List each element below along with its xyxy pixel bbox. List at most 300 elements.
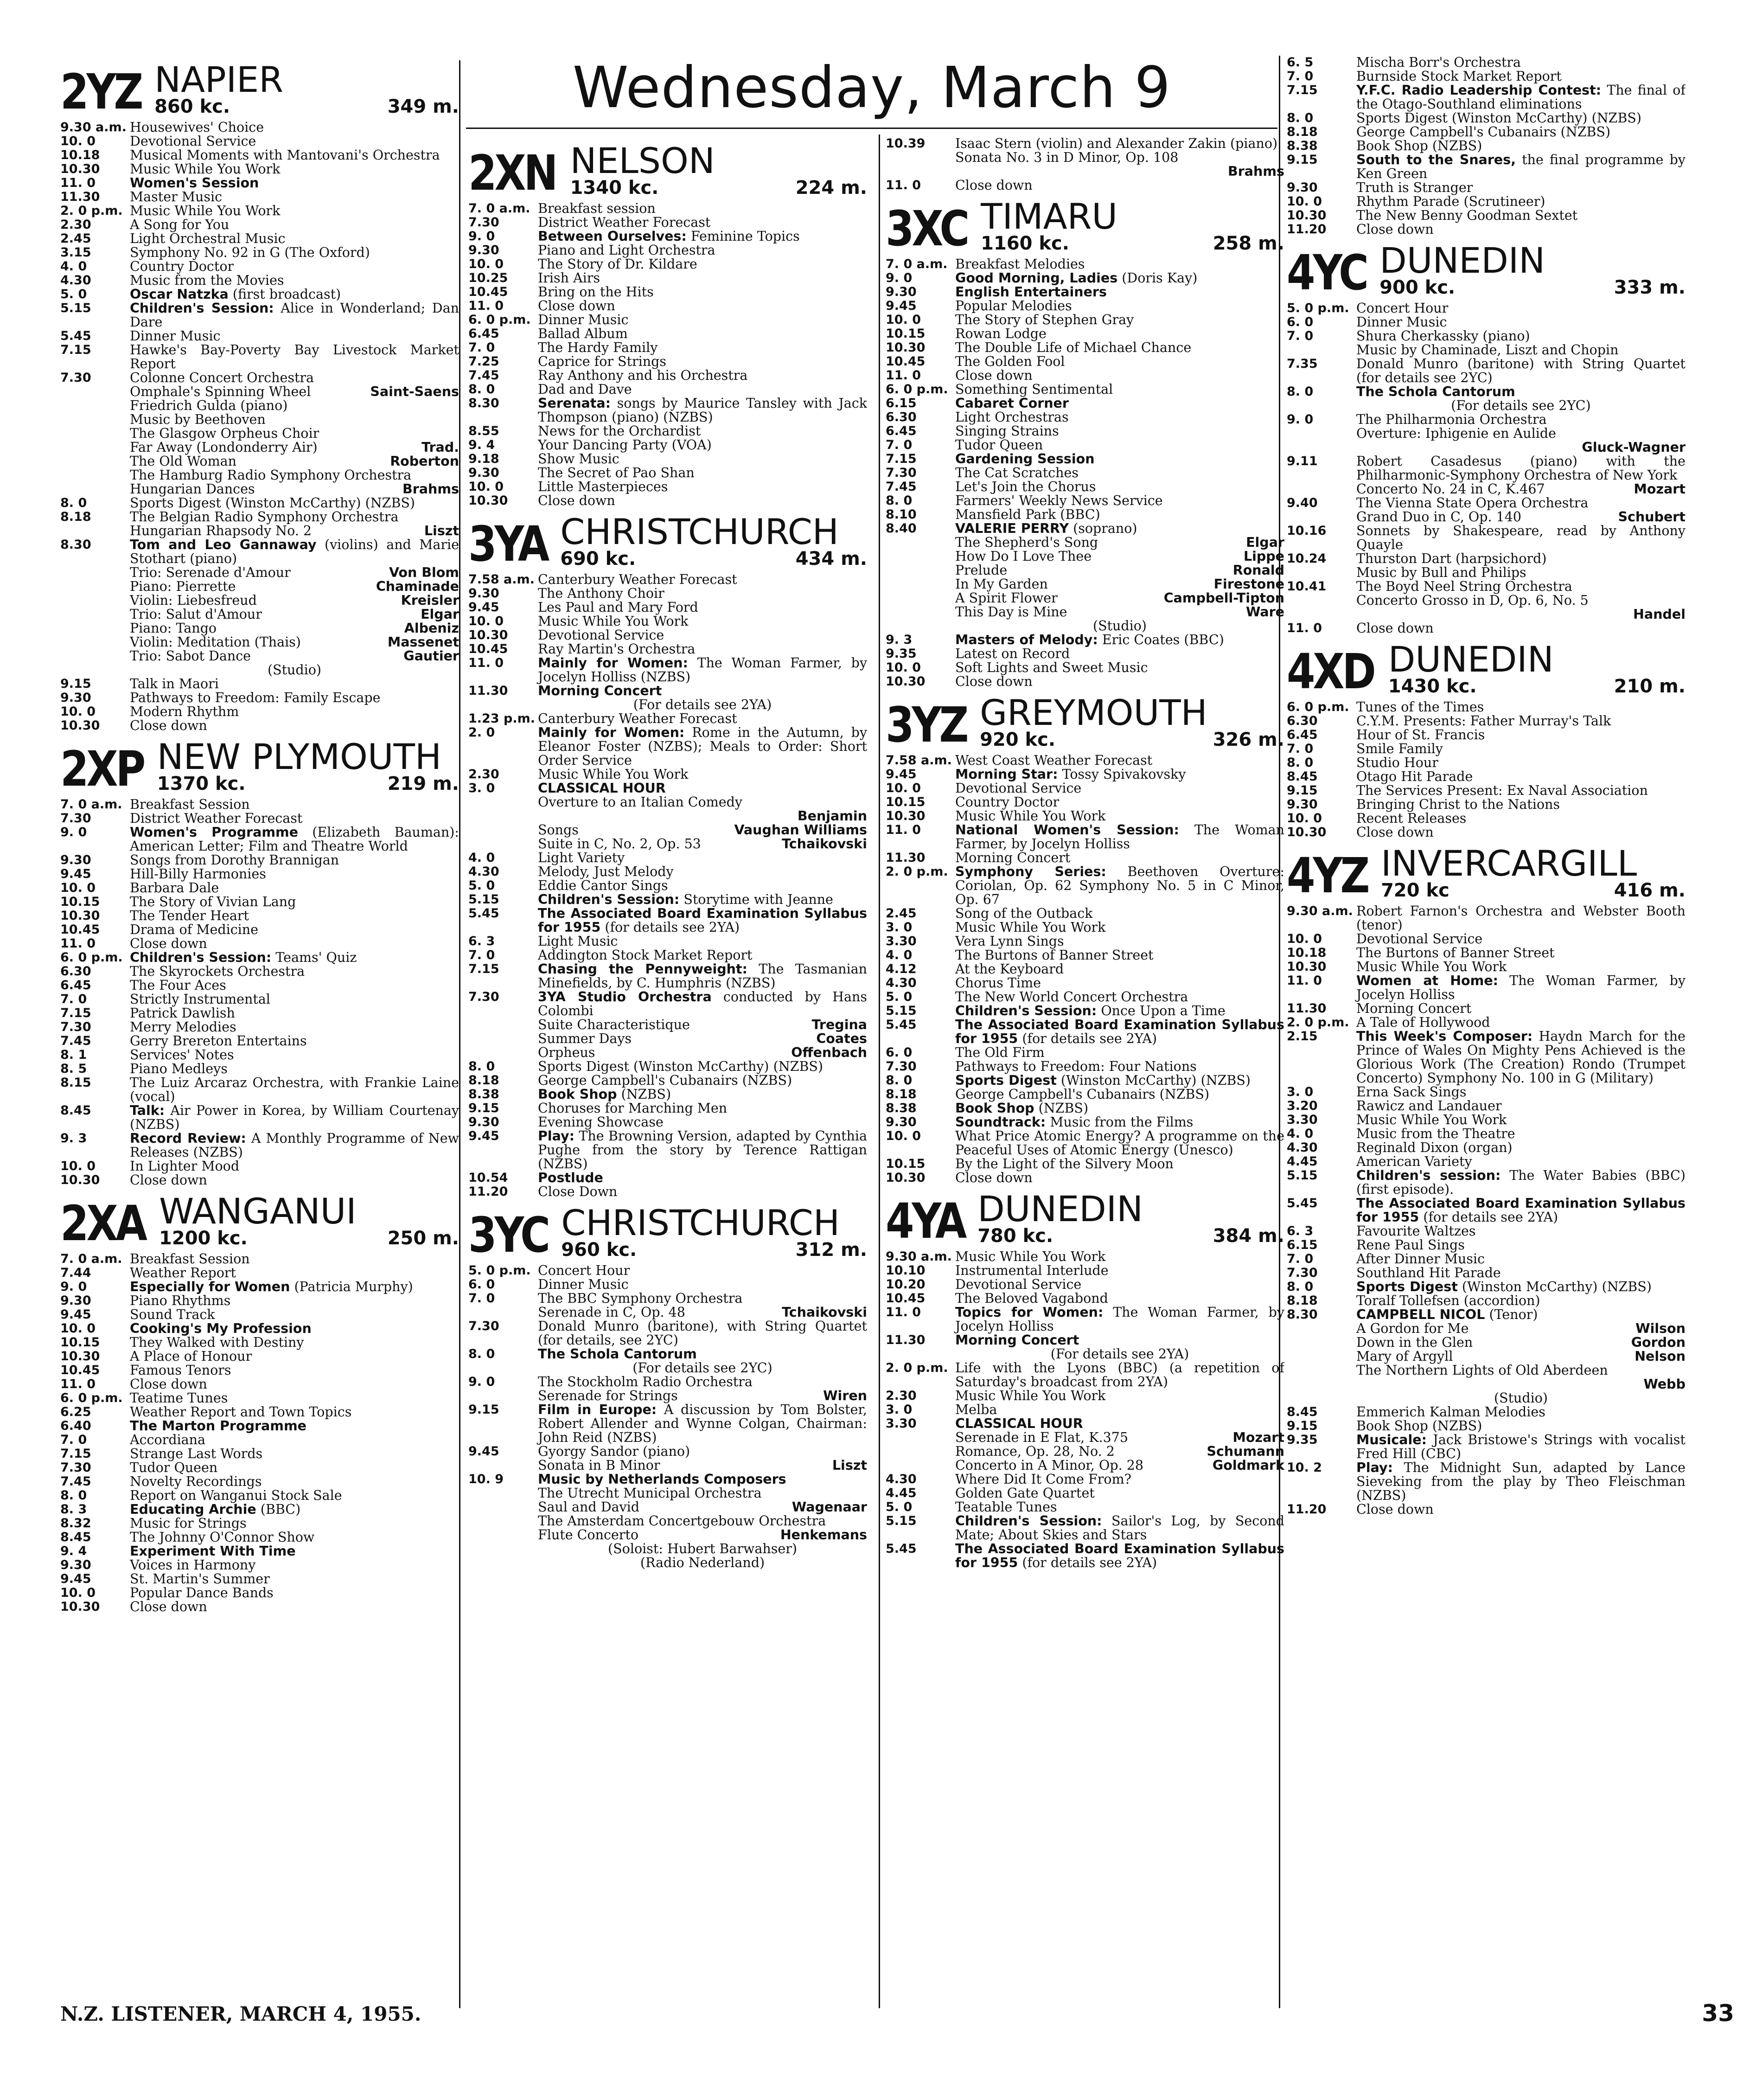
programme-title [538,480,867,494]
programme-row [1287,1405,1685,1419]
programme-text: Canterbury Weather Forecast [538,711,737,726]
programme-text: Voices in Harmony [130,1557,256,1573]
programme-time: 8. 0 [468,382,495,397]
programme-text: Music for Strings [130,1516,247,1531]
programme-text: Choruses for Marching Men [538,1101,728,1116]
programme-row [60,1322,459,1336]
programme-text: The Luiz Arcaraz Orchestra, with Frankie Laine (vocal) [130,1075,459,1104]
programme-row [60,1294,459,1308]
programme-row [60,218,459,232]
programme-time: 8.45 [60,1103,91,1118]
programme-title [955,1060,1284,1074]
programme-time: 8.18 [60,510,91,524]
programme-title [1356,1085,1685,1099]
programme-time: 4.45 [886,1486,917,1500]
programme-time: 10. 0 [1287,811,1322,826]
programme-text: Recent Releases [1356,811,1467,826]
programme-text: Modern Rhythm [130,704,239,719]
programme-text: St. Martin's Summer [130,1571,270,1587]
programme-text: Burnside Stock Market Report [1356,69,1562,84]
programme-text: (Doris Kay) [1122,270,1198,286]
programme-text: Canterbury Weather Forecast [538,572,737,587]
programme-time: 11. 0 [1287,621,1322,635]
programme-row [468,424,867,438]
programme-text: Concert Hour [538,1263,630,1278]
programme-text: The Burtons of Banner Street [955,948,1154,963]
programme-title [1356,1280,1685,1294]
programme-text: Light Music [538,934,618,949]
programme-text: After Dinner Music [1356,1251,1485,1267]
programme-title [1356,960,1685,974]
programme-time: 4.30 [886,1472,917,1486]
work-composer: Nelson [1634,1349,1685,1364]
programme-row [1287,1252,1685,1266]
station-city: DUNEDIN [977,1188,1143,1229]
programme-title [538,726,867,768]
programme-title [538,948,867,962]
programme-text: Devotional Service [1356,931,1483,947]
work-title: Concerto No. 24 in C, K.467 [1356,481,1545,497]
work-composer: Tchaikovski [782,836,867,852]
programme-text: Sonnets by Shakespeare, read by Anthony Quayle [1356,523,1685,552]
station-callsign: 3YZ [886,697,967,753]
programme-time: 8. 0 [468,1347,495,1361]
programme-title [130,895,459,909]
programme-text: Devotional Service [955,781,1082,796]
programme-title [538,1278,867,1292]
programme-text: Music While You Work [130,161,281,177]
programme-row [1287,1461,1685,1503]
programme-time: 8.45 [1287,1405,1318,1419]
station-info [975,1188,1284,1247]
programme-time: 11.20 [1287,1502,1327,1517]
programme-highlight: Educating Archie [130,1502,256,1517]
programme-text: Dinner Music [130,328,221,344]
station-header [60,59,459,120]
programme-row [60,867,459,881]
programme-title [130,1062,459,1076]
programme-text: Dad and Dave [538,382,632,397]
work-title: Saul and David [538,1499,639,1515]
programme-row [468,438,867,452]
work-title: Violin: Liebesfreud [130,593,257,608]
programme-time: 10.45 [60,922,100,937]
programme-row [60,301,459,329]
programme-title [1356,1030,1685,1085]
station-header [1287,240,1685,301]
programme-text: Donald Munro (baritone), with String Quartet (for details, see 2YC) [538,1319,867,1348]
programme-time: 2. 0 p.m. [886,1361,948,1375]
programme-title [130,1104,459,1132]
programme-text: (NZBS) [1038,1101,1089,1116]
programme-title [538,299,867,313]
programme-text: Little Masterpieces [538,479,668,494]
programme-text: (NZBS) [621,1087,671,1102]
programme-row [468,452,867,466]
programme-title [955,257,1284,271]
programme-highlight: Sports Digest [1356,1279,1458,1294]
station-frequency: 900 kc. [1379,277,1456,298]
programme-row [468,1403,867,1445]
programme-text: The Stockholm Radio Orchestra [538,1374,753,1389]
programme-text: Caprice for Strings [538,354,666,369]
programme-time: 10.16 [1287,524,1327,538]
programme-title [130,260,459,274]
work-composer: Von Blom [389,565,459,580]
programme-time: 5.45 [60,329,91,343]
programme-row [60,1377,459,1391]
programme-title [955,1088,1284,1101]
programme-text: Close down [130,1599,207,1614]
programme-row [1287,756,1685,770]
programme-title [130,148,459,162]
programme-text: Beethoven Overture: Coriolan, Op. 62 Symphony No. 5 in C Minor, Op. 67 [955,864,1284,907]
work-title: Serenade in C, Op. 48 [538,1305,685,1320]
programme-title [955,935,1284,948]
programme-text: Eric Coates (BBC) [1102,632,1224,647]
programme-title [955,299,1284,313]
station-wavelength: 384 m. [1213,1225,1284,1247]
programme-title [1356,826,1685,839]
programme-title [1356,70,1685,83]
programme-row [60,1104,459,1132]
programme-title [955,1486,1284,1500]
station-callsign: 3XC [886,200,968,257]
programme-time: 7.45 [886,480,917,494]
programme-time: 7.30 [886,1059,917,1074]
programme-row [1287,301,1685,315]
programme-time: 11.30 [886,851,926,865]
programme-text: Housewives' Choice [130,120,264,135]
programme-title [1356,315,1685,329]
programme-text: In Lighter Mood [130,1159,240,1174]
programme-row [60,881,459,895]
programme-text: Patrick Dawlish [130,1005,235,1021]
station-city: DUNEDIN [1388,639,1554,680]
programme-time: 5. 0 p.m. [468,1263,531,1278]
programme-row [1287,1266,1685,1280]
station-frequency-line [154,775,459,793]
programme-highlight: VALERIE PERRY [955,521,1069,536]
programme-title [538,285,867,299]
programme-text: The Tasmanian Minefields, by C. Humphris (NZBS) [538,961,867,991]
programme-time: 7. 0 a.m. [886,257,948,271]
programme-row [1287,1419,1685,1433]
programme-text: George Campbell's Cubanairs (NZBS) [1356,124,1611,140]
station-callsign: 2XA [60,1195,145,1252]
programme-title [955,1389,1284,1403]
programme-title [538,990,867,1018]
programme-text: Close down [1356,621,1434,636]
programme-time: 9.40 [1287,496,1318,510]
programme-title [1356,139,1685,153]
station-city: INVERCARGILL [1381,843,1637,884]
programme-text: Music from the Movies [130,273,284,288]
programme-time: 10. 0 [1287,932,1322,946]
programme-highlight: Women at Home: [1356,973,1499,988]
programme-title [538,1129,867,1171]
programme-title [955,865,1284,907]
station-city: CHRISTCHURCH [560,511,839,552]
work-title: Songs [538,822,579,838]
work-title: Serenade in E Flat, K.375 [955,1430,1128,1445]
programme-text: Music While You Work [955,808,1106,824]
programme-text: Piano Rhythms [130,1293,231,1308]
programme-time: 11.20 [1287,222,1327,237]
programme-time: 6. 0 p.m. [468,313,531,327]
programme-text: Robert Casadesus (piano) with the Philharmonic-Symphony Orchestra of New York [1356,454,1685,483]
programme-title [1356,1169,1685,1197]
programme-time: 10. 0 [886,781,921,795]
programme-time: 7.30 [468,990,499,1004]
programme-work [468,823,867,837]
programme-row [886,271,1284,285]
programme-title [130,246,459,260]
station-city: DUNEDIN [1379,240,1545,281]
programme-time: 10. 0 [468,480,504,494]
programme-text: Close down [1356,1502,1434,1517]
programme-text: Gyorgy Sandor (piano) [538,1444,690,1459]
programme-row [1287,1127,1685,1141]
programme-title [1356,1155,1685,1169]
programme-title [538,628,867,642]
programme-highlight: South to the Snares, [1356,152,1516,167]
programme-text: Weather Report and Town Topics [130,1404,352,1420]
programme-time: 7. 0 [1287,742,1314,756]
programme-work [468,1046,867,1060]
programme-text: Evening Showcase [538,1114,664,1130]
programme-highlight: The Schola Cantorum [1356,384,1515,399]
programme-text: Where Did It Come From? [955,1472,1131,1487]
programme-time: 9.30 [468,243,499,257]
programme-text: Dinner Music [1356,314,1447,330]
programme-row [60,538,459,566]
programme-highlight: English Entertainers [955,284,1107,300]
programme-text: Light Orchestral Music [130,231,286,246]
programme-time: 10.30 [60,1349,100,1364]
work-composer: Offenbach [791,1045,867,1060]
programme-time: 9.45 [468,1444,499,1459]
station-callsign: 4XD [1287,643,1374,700]
programme-row [60,965,459,979]
work-composer: Firestone [1213,576,1284,592]
programme-text: Music from the Theatre [1356,1126,1515,1141]
programme-time: 8. 0 [886,1073,913,1088]
programme-row [60,496,459,510]
programme-text: Dinner Music [538,312,629,327]
programme-time: 3. 0 [468,781,495,795]
programme-text: Otago Hit Parade [1356,769,1473,784]
programme-text: Feminine Topics [690,229,800,244]
programme-highlight: Children's Session: [130,301,274,316]
programme-text: Shura Cherkassky (piano) [1356,328,1530,344]
programme-time: 2.45 [886,906,917,921]
programme-note: The Utrecht Municipal Orchestra [538,1485,762,1501]
work-composer: Roberton [390,454,459,469]
programme-note: Music by Beethoven [130,412,266,427]
programme-row [468,466,867,480]
programme-text: Devotional Service [955,1277,1082,1292]
programme-note: Music by Bull and Philips [1356,565,1526,580]
programme-title [538,1171,867,1185]
programme-time: 9.30 [60,1293,91,1308]
programme-text: Popular Dance Bands [130,1585,274,1601]
programme-time: 6.15 [886,396,917,410]
programme-title [1356,700,1685,714]
programme-text: Toralf Tollefsen (accordion) [1356,1293,1540,1308]
programme-title [1356,524,1685,552]
programme-title [955,675,1284,689]
programme-row [886,397,1284,410]
station-header [468,140,867,201]
programme-time: 8.38 [886,1101,917,1115]
programme-row [60,1252,459,1266]
programme-text: Talk in Maori [130,676,219,691]
programme-text: Novelty Recordings [130,1474,262,1489]
station-wavelength: 416 m. [1614,880,1685,901]
programme-time: 7. 0 [468,1291,495,1306]
programme-time: 2.30 [886,1389,917,1403]
programme-title [130,1252,459,1266]
work-title: Trio: Salut d'Amour [130,607,262,622]
programme-text: Close down [1356,825,1434,840]
programme-row [468,865,867,879]
work-composer: Brahms [1228,164,1284,179]
programme-time: 10.30 [60,1600,100,1614]
programme-title [1356,728,1685,742]
programme-title [1356,56,1685,70]
programme-title [955,494,1284,508]
station-city: GREYMOUTH [980,692,1207,733]
programme-work [468,1528,867,1542]
programme-title [130,329,459,343]
programme-text: Piano Medleys [130,1061,228,1076]
programme-time: 10.24 [1287,551,1327,566]
programme-row [1287,784,1685,798]
programme-text: Music While You Work [955,1249,1106,1264]
programme-time: 7. 0 a.m. [60,1252,122,1266]
programme-title [955,480,1284,494]
programme-row [468,1171,867,1185]
programme-time: 8.30 [468,396,499,410]
programme-text: The Beloved Vagabond [955,1291,1108,1306]
programme-highlight: Topics for Women: [955,1305,1104,1320]
programme-text: The Woman Farmer, by Jocelyn Holliss [955,1305,1284,1334]
programme-row [468,587,867,601]
programme-time: 5.15 [886,1514,917,1528]
programme-time: 9.45 [60,1307,91,1322]
programme-highlight: Masters of Melody: [955,632,1098,647]
programme-text: Rene Paul Sings [1356,1237,1465,1253]
station-callsign: 2XP [60,741,144,797]
programme-title [130,923,459,937]
programme-row [60,909,459,923]
station-frequency-line [975,1227,1284,1245]
programme-time: 8.18 [1287,1293,1318,1308]
programme-text: Haydn March for the Prince of Wales On Mighty Pens Achieved is the Glorious Work (The Creation) Rondo (Trumpet Concerto) Symphony No. 100 in G (Military) [1356,1029,1685,1086]
programme-row [886,438,1284,452]
column-2 [468,137,867,1989]
programme-title [955,1417,1284,1431]
work-title: Mary of Argyll [1356,1349,1453,1364]
programme-title [538,587,867,601]
work-composer: Tregina [811,1017,867,1032]
programme-row [468,313,867,327]
programme-row [60,1034,459,1048]
programme-title [1356,1405,1685,1419]
programme-time: 11.30 [886,1333,926,1347]
programme-title [538,494,867,508]
programme-highlight: The Associated Board Examination Syllabus for 1955 [955,1541,1284,1570]
station-info [154,736,459,794]
programme-time: 10.39 [886,137,926,151]
programme-text: Soft Lights and Sweet Music [955,660,1148,675]
programme-title [538,1101,867,1115]
programme-time: 3.30 [886,1416,917,1431]
programme-time: 11. 0 [1287,973,1322,988]
station-info [977,692,1284,750]
programme-time: 10. 0 [60,1159,96,1173]
programme-text: the final programme by Ken Green [1356,152,1685,181]
programme-title [130,510,459,524]
programme-title [130,965,459,979]
programme-highlight: The Associated Board Examination Syllabus for 1955 [1356,1196,1685,1225]
programme-time: 3.30 [886,934,917,948]
programme-text: The Four Aces [130,978,226,993]
programme-title [955,768,1284,781]
programme-text: Close down [1356,222,1434,237]
programme-text: The final of the Otago-Southland eliminations [1356,83,1685,112]
programme-title [130,218,459,232]
programme-text: The Services Present: Ex Naval Association [1356,783,1648,798]
work-composer: Gluck-Wagner [1582,440,1685,455]
programme-title [130,992,459,1006]
programme-row [468,935,867,948]
programme-title [538,879,867,893]
programme-row [1287,455,1685,482]
programme-title [538,424,867,438]
work-title: Sonata in B Minor [538,1458,660,1473]
programme-title [955,466,1284,480]
programme-title [538,369,867,383]
programme-time: 9.30 [1287,180,1318,195]
programme-row [468,230,867,243]
programme-title [1356,1141,1685,1155]
station-frequency: 860 kc. [154,96,230,117]
programme-row [886,1514,1284,1542]
programme-row [468,243,867,257]
programme-row [1287,385,1685,399]
programme-row [468,1060,867,1074]
programme-row [60,1530,459,1544]
programme-time: 7. 0 [468,948,495,962]
programme-text: Music While You Work [955,1388,1106,1403]
programme-row [886,633,1284,647]
programme-time: 9. 0 [60,1280,87,1294]
programme-text: Chorus Time [955,975,1041,991]
programme-text: Music While You Work [955,920,1106,935]
programme-title [1356,784,1685,798]
programme-title [130,798,459,812]
programme-time: 3.15 [60,245,91,260]
programme-time: 9.45 [886,767,917,781]
programme-time: 3.30 [1287,1113,1318,1127]
programme-row [468,1278,867,1292]
station-header [886,1188,1284,1249]
programme-text: Strange Last Words [130,1446,263,1461]
programme-row [886,522,1284,536]
station-info [1377,240,1685,298]
